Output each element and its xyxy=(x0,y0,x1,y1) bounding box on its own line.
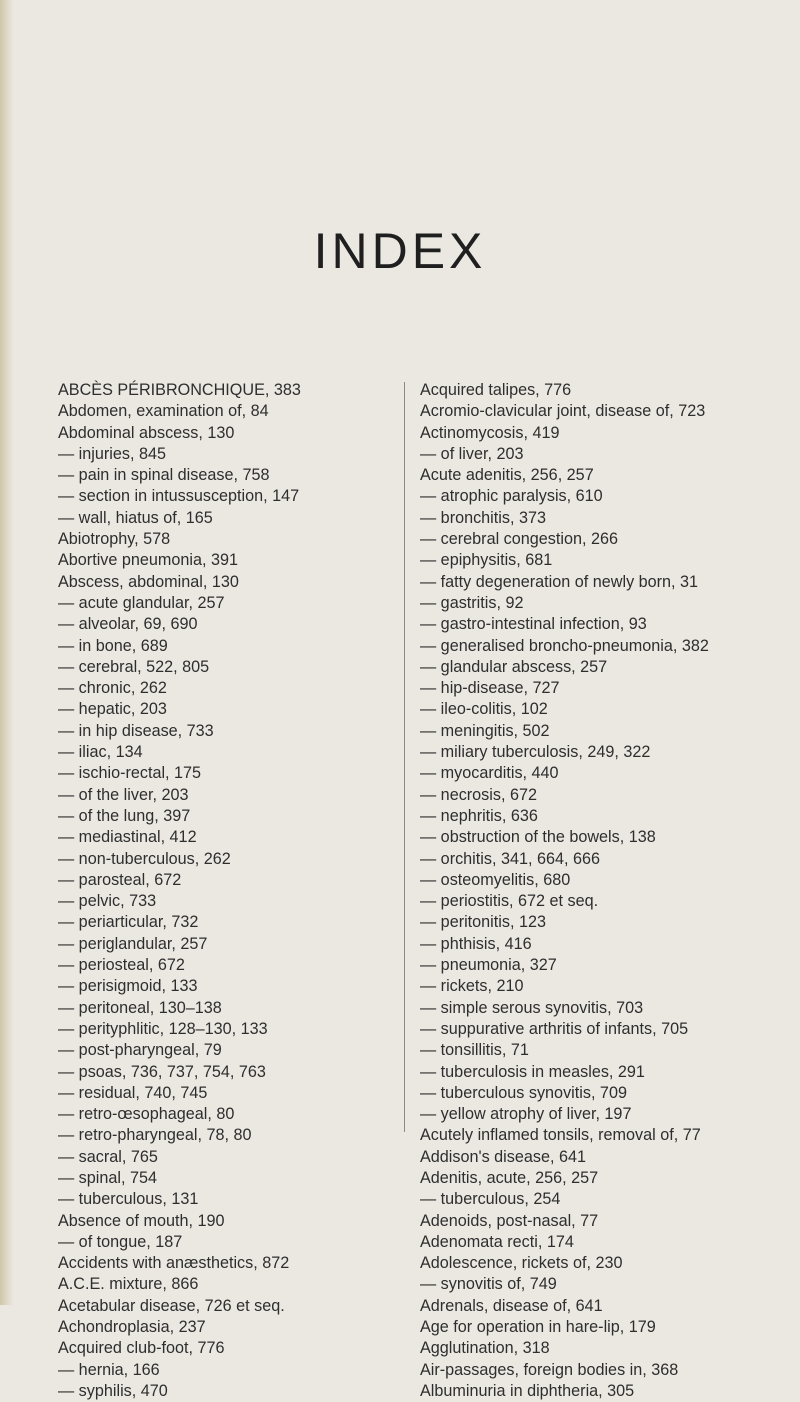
index-entry: — syphilis, 470 xyxy=(58,1381,168,1400)
index-entry: Addison's disease, 641 xyxy=(420,1147,586,1166)
index-entry: — periosteal, 672 xyxy=(58,956,185,975)
index-entry: — in bone, 689 xyxy=(58,636,168,655)
index-entry: — nephritis, 636 xyxy=(420,806,538,825)
index-entry: — necrosis, 672 xyxy=(420,785,537,804)
index-entry: Actinomycosis, 419 xyxy=(420,423,560,442)
index-entry: A.C.E. mixture, 866 xyxy=(58,1275,199,1294)
index-entry: Adenitis, acute, 256, 257 xyxy=(420,1168,599,1187)
index-entry: — ileo-colitis, 102 xyxy=(420,700,548,719)
index-entry: — post-pharyngeal, 79 xyxy=(58,1041,222,1060)
index-entry: Adenomata recti, 174 xyxy=(420,1232,574,1251)
index-entry: — pelvic, 733 xyxy=(58,892,157,911)
index-entry: — chronic, 262 xyxy=(58,679,167,698)
index-entry: Abscess, abdominal, 130 xyxy=(58,572,239,591)
index-entry: — suppurative arthritis of infants, 705 xyxy=(420,1019,689,1038)
index-entry: — pneumonia, 327 xyxy=(420,956,557,975)
index-entry: — periglandular, 257 xyxy=(58,934,208,953)
index-entry: — rickets, 210 xyxy=(420,977,524,996)
column-divider xyxy=(404,382,405,1132)
index-entry: — miliary tuberculosis, 249, 322 xyxy=(420,743,651,762)
index-entry: Adrenals, disease of, 641 xyxy=(420,1296,603,1315)
index-entry: — tuberculous synovitis, 709 xyxy=(420,1083,627,1102)
index-entry: — fatty degeneration of newly born, 31 xyxy=(420,572,699,591)
index-entry: — perityphlitic, 128–130, 133 xyxy=(58,1019,268,1038)
index-entry: ABCÈS PÉRIBRONCHIQUE, 383 xyxy=(58,381,301,399)
index-entry: — hepatic, 203 xyxy=(58,700,167,719)
index-entry: — retro-œsophageal, 80 xyxy=(58,1105,235,1124)
index-entry: Acquired talipes, 776 xyxy=(420,381,572,399)
index-entry: — simple serous synovitis, 703 xyxy=(420,998,644,1017)
index-entry: — orchitis, 341, 664, 666 xyxy=(420,849,600,868)
index-entry: Acetabular disease, 726 et seq. xyxy=(58,1296,285,1315)
index-entry: Abiotrophy, 578 xyxy=(58,530,171,549)
index-entry: — spinal, 754 xyxy=(58,1168,157,1187)
index-entry: — alveolar, 69, 690 xyxy=(58,615,198,634)
index-entry: Absence of mouth, 190 xyxy=(58,1211,225,1230)
index-entry: — osteomyelitis, 680 xyxy=(420,870,571,889)
index-entry: — acute glandular, 257 xyxy=(58,593,225,612)
index-entry: — non-tuberculous, 262 xyxy=(58,849,231,868)
index-entry: — hernia, 166 xyxy=(58,1360,160,1379)
index-entry: — periostitis, 672 et seq. xyxy=(420,892,599,911)
index-column-right xyxy=(420,380,709,1402)
index-entry: Albuminuria in diphtheria, 305 xyxy=(420,1381,635,1400)
index-entry: — ischio-rectal, 175 xyxy=(58,764,202,783)
index-entry: — psoas, 736, 737, 754, 763 xyxy=(58,1062,266,1081)
index-entry: Acutely inflamed tonsils, removal of, 77 xyxy=(420,1126,701,1145)
index-entry: — cerebral, 522, 805 xyxy=(58,657,210,676)
index-entry: — hip-disease, 727 xyxy=(420,679,560,698)
index-entry: — obstruction of the bowels, 138 xyxy=(420,828,656,847)
index-entry: — cerebral congestion, 266 xyxy=(420,530,618,549)
index-entry: — epiphysitis, 681 xyxy=(420,551,553,570)
index-entry: Abortive pneumonia, 391 xyxy=(58,551,238,570)
index-entry: — peritonitis, 123 xyxy=(420,913,546,932)
index-entry: — perisigmoid, 133 xyxy=(58,977,198,996)
index-entry: Abdominal abscess, 130 xyxy=(58,423,235,442)
index-entry: — tuberculosis in measles, 291 xyxy=(420,1062,645,1081)
index-entry: — tuberculous, 131 xyxy=(58,1190,199,1209)
index-entry: — meningitis, 502 xyxy=(420,721,550,740)
index-entry: — iliac, 134 xyxy=(58,743,143,762)
index-entry: Adenoids, post-nasal, 77 xyxy=(420,1211,599,1230)
index-entry: — atrophic paralysis, 610 xyxy=(420,487,603,506)
index-entry: — gastro-intestinal infection, 93 xyxy=(420,615,647,634)
index-entry: — in hip disease, 733 xyxy=(58,721,214,740)
page-title: INDEX xyxy=(313,223,487,279)
index-entry: — generalised broncho-pneumonia, 382 xyxy=(420,636,709,655)
index-entry: — of the lung, 397 xyxy=(58,806,191,825)
index-entry: Acromio-clavicular joint, disease of, 723 xyxy=(420,402,706,421)
index-entry: — myocarditis, 440 xyxy=(420,764,559,783)
index-column-left xyxy=(58,380,301,1402)
index-entry: Acute adenitis, 256, 257 xyxy=(420,466,594,485)
index-entry: — sacral, 765 xyxy=(58,1147,158,1166)
index-entry: — gastritis, 92 xyxy=(420,593,524,612)
index-entry: Age for operation in hare-lip, 179 xyxy=(420,1318,656,1337)
index-entry: — bronchitis, 373 xyxy=(420,508,546,527)
index-entry: — mediastinal, 412 xyxy=(58,828,197,847)
index-entry: — residual, 740, 745 xyxy=(58,1083,208,1102)
index-entry: — tuberculous, 254 xyxy=(420,1190,561,1209)
index-entry: — tonsillitis, 71 xyxy=(420,1041,529,1060)
index-entry: — section in intussusception, 147 xyxy=(58,487,300,506)
index-entry: Acquired club-foot, 776 xyxy=(58,1339,225,1358)
index-entry: — phthisis, 416 xyxy=(420,934,532,953)
index-entry: Accidents with anæsthetics, 872 xyxy=(58,1254,290,1273)
index-entry: — of liver, 203 xyxy=(420,444,524,463)
index-entry: Achondroplasia, 237 xyxy=(58,1318,206,1337)
index-entry: — peritoneal, 130–138 xyxy=(58,998,222,1017)
index-entry: — retro-pharyngeal, 78, 80 xyxy=(58,1126,252,1145)
index-entry: — of the liver, 203 xyxy=(58,785,189,804)
index-entry: — periarticular, 732 xyxy=(58,913,199,932)
index-entry: — wall, hiatus of, 165 xyxy=(58,508,213,527)
index-entry: Adolescence, rickets of, 230 xyxy=(420,1254,623,1273)
index-entry: — parosteal, 672 xyxy=(58,870,182,889)
index-entry: — injuries, 845 xyxy=(58,444,166,463)
index-entry: — glandular abscess, 257 xyxy=(420,657,608,676)
index-entry: — pain in spinal disease, 758 xyxy=(58,466,270,485)
index-entry: — of tongue, 187 xyxy=(58,1232,183,1251)
index-entry: Agglutination, 318 xyxy=(420,1339,550,1358)
index-entry: — synovitis of, 749 xyxy=(420,1275,557,1294)
index-entry: — yellow atrophy of liver, 197 xyxy=(420,1105,632,1124)
index-entry: Abdomen, examination of, 84 xyxy=(58,402,269,421)
index-entry: Air-passages, foreign bodies in, 368 xyxy=(420,1360,679,1379)
page-edge xyxy=(0,0,14,1305)
